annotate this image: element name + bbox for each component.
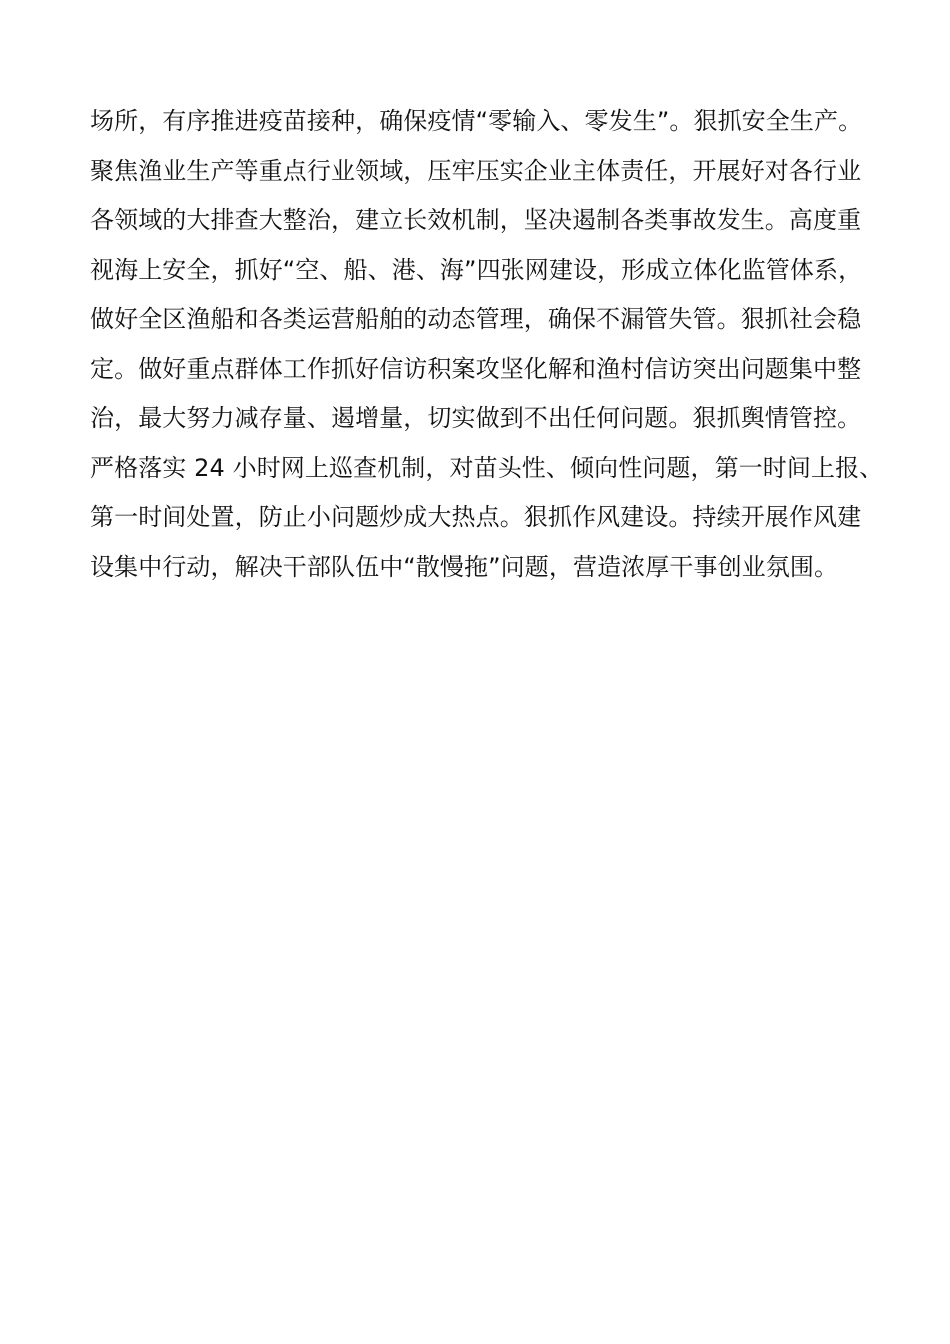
- paragraph-line-6: 定。做好重点群体工作抓好信访积案攻坚化解和渔村信访突出问题集中整: [90, 354, 862, 383]
- paragraph-line-2: 聚焦渔业生产等重点行业领域，压牢压实企业主体责任，开展好对各行业: [90, 156, 862, 185]
- body-paragraph: [90, 97, 884, 592]
- paragraph-line-5: 做好全区渔船和各类运营船舶的动态管理，确保不漏管失管。狠抓社会稳: [90, 305, 862, 333]
- paragraph-line-3: 各领域的大排查大整治，建立长效机制，坚决遏制各类事故发生。高度重: [90, 206, 862, 234]
- paragraph-line-10: 设集中行动，解决干部队伍中“散慢拖”问题，营造浓厚干事创业氛围。: [90, 552, 839, 581]
- paragraph-line-9: 第一时间处置，防止小问题炒成大热点。狠抓作风建设。持续开展作风建: [90, 503, 862, 531]
- paragraph-line-8: 严格落实 24 小时网上巡查机制，对苗头性、倾向性问题，第一时间上报、: [90, 453, 884, 482]
- paragraph-line-4: 视海上安全，抓好“空、船、港、海”四张网建设，形成立体化监管体系，: [90, 255, 863, 284]
- paragraph-line-7: 治，最大努力减存量、遏增量，切实做到不出任何问题。狠抓舆情管控。: [90, 404, 862, 432]
- paragraph-line-1: 场所，有序推进疫苗接种，确保疫情“零输入、零发生”。狠抓安全生产。: [90, 107, 863, 135]
